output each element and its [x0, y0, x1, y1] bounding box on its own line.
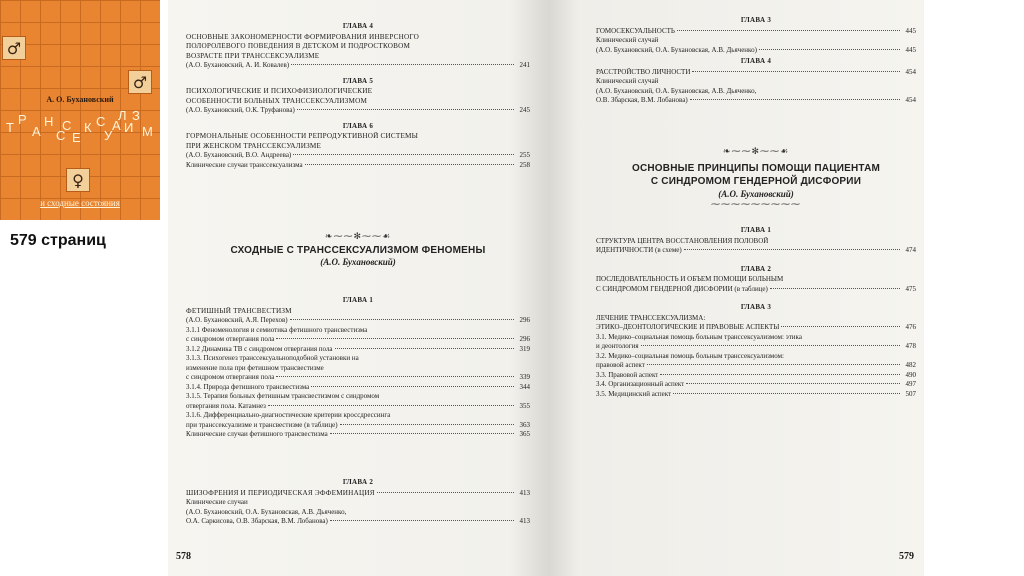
toc-page-number: 413	[519, 517, 530, 525]
toc-entry	[596, 371, 916, 381]
toc-entry-text: 3.1.2 Динамика ТВ с синдромом отвергания пола	[186, 344, 333, 353]
toc-entry-text: 3.4. Организационный аспект	[596, 380, 685, 388]
section-author: (А.О. Бухановский)	[320, 257, 396, 267]
toc-entry-text: ИДЕНТИЧНОСТИ (в схеме)	[596, 246, 682, 254]
cover-title-letter: Л	[118, 108, 127, 123]
toc-entry	[596, 361, 916, 371]
leader-dots	[305, 164, 514, 165]
section-title-line: ОСНОВНЫЕ ПРИНЦИПЫ ПОМОЩИ ПАЦИЕНТАМ	[631, 162, 881, 174]
toc-entry-text: Клинический случай	[596, 77, 659, 85]
right-chapters	[596, 226, 916, 399]
cover-title-letter: Р	[18, 112, 27, 127]
toc-entry	[186, 61, 530, 71]
toc-entry	[186, 517, 530, 527]
leader-dots	[759, 49, 900, 50]
toc-page-number: 497	[905, 380, 916, 388]
toc-page-number: 339	[519, 373, 530, 381]
toc-page-number: 344	[519, 382, 530, 391]
toc-page-number: 482	[905, 361, 916, 369]
toc-entry	[186, 430, 530, 440]
toc-entry-text: (А.О. Бухановский, О.А. Бухановская, А.В. Дьяченко,	[186, 507, 347, 516]
toc-entry	[596, 27, 916, 37]
left-toc-top	[186, 16, 530, 170]
toc-entry-text: с синдромом отвергания пола	[186, 335, 275, 343]
chapter-title-line: ПСИХОЛОГИЧЕСКИЕ И ПСИХОФИЗИОЛОГИЧЕСКИЕ	[186, 87, 373, 95]
section-title	[596, 162, 916, 188]
chapter-heading: ГЛАВА 3	[740, 303, 772, 311]
toc-entry	[596, 323, 916, 333]
chapter-title-line: ВОЗРАСТЕ ПРИ ТРАНССЕКСУАЛИЗМЕ	[186, 51, 320, 60]
toc-entry-text: Клинический случай	[596, 36, 659, 44]
chapter-heading: ГЛАВА 2	[342, 478, 374, 486]
toc-entry-text: (А.О. Бухановский, О.А. Бухановская, А.В. Дьяченко,	[596, 86, 757, 95]
toc-entry-text: 3.2. Медико–социальная помощь больным транссексуализмом:	[596, 351, 784, 360]
chapter-heading: ГЛАВА 4	[342, 22, 374, 30]
right-section	[596, 148, 916, 211]
toc-entry	[596, 390, 916, 400]
toc-entry-text: (А.О. Бухановский, О.К. Труфанова)	[186, 106, 295, 114]
chapter-heading: ГЛАВА 4	[740, 57, 772, 65]
section-author: (А.О. Бухановский)	[718, 188, 794, 199]
chapter-heading: ГЛАВА 2	[740, 264, 772, 273]
female-symbol-icon: ♀	[66, 168, 90, 192]
toc-entry-text: 3.1.3. Психогенез транссексуальноподобной установки на	[186, 354, 359, 362]
toc-entry-text: 3.3. Правовой аспект	[596, 370, 659, 379]
chapter-title: ШИЗОФРЕНИЯ И ПЕРИОДИЧЕСКАЯ ЭФФЕМИНАЦИЯ	[186, 488, 375, 497]
cover-title-letter: И	[124, 120, 134, 135]
toc-page-number: 475	[905, 284, 916, 293]
toc-page-number: 296	[519, 335, 530, 343]
toc-page-number: 319	[519, 344, 530, 353]
toc-page-number: 241	[519, 61, 530, 69]
leader-dots	[291, 64, 514, 65]
leader-dots	[641, 345, 900, 346]
toc-entry-text: (А.О. Бухановский, В.О. Андреева)	[186, 151, 292, 159]
toc-entry	[186, 316, 530, 326]
leader-dots	[293, 154, 514, 155]
toc-entry	[186, 421, 530, 431]
chapter-heading: ГЛАВА 1	[342, 296, 374, 304]
toc-entry-text: Клинические случаи	[186, 498, 248, 506]
page-number: 578	[176, 551, 191, 562]
left-section	[186, 233, 530, 268]
chapter-title-line: ГОРМОНАЛЬНЫЕ ОСОБЕННОСТИ РЕПРОДУКТИВНОЙ СИСТЕМЫ	[186, 132, 419, 140]
cover-title-letter: С	[62, 118, 72, 133]
toc-page-number: 445	[905, 26, 916, 35]
leader-dots	[268, 405, 514, 406]
toc-entry-text: отвергания пола. Катамнез	[186, 401, 266, 410]
leader-dots	[330, 520, 514, 521]
toc-page-number: 445	[905, 45, 916, 54]
chapter-heading: ГЛАВА 3	[740, 16, 772, 24]
toc-page-number: 255	[519, 151, 530, 159]
leader-dots	[692, 71, 900, 72]
section-title: СХОДНЫЕ С ТРАНССЕКСУАЛИЗМОМ ФЕНОМЕНЫ	[230, 244, 486, 256]
leader-dots	[686, 383, 900, 384]
toc-entry-text: 3.1.4. Природа фетишного трансвестизма	[186, 382, 310, 391]
toc-entry	[186, 161, 530, 171]
toc-entry-text: ГОМОСЕКСУАЛЬНОСТЬ	[596, 26, 675, 35]
toc-page-number: 245	[519, 106, 530, 114]
leader-dots	[770, 288, 900, 289]
leader-dots	[684, 249, 900, 250]
toc-entry-text: при транссексуализме и трансвестизме (в таблице)	[186, 420, 338, 429]
toc-entry	[186, 106, 530, 116]
toc-entry-text: ЛЕЧЕНИЕ ТРАНССЕКСУАЛИЗМА:	[596, 313, 706, 322]
toc-page-number: 478	[905, 342, 916, 350]
leader-dots	[647, 364, 900, 365]
toc-entry-text: СТРУКТУРА ЦЕНТРА ВОССТАНОВЛЕНИЯ ПОЛОВОЙ	[596, 236, 769, 245]
ornament-divider: ❧⁓⁓✻⁓⁓☙	[324, 232, 392, 242]
cover-title-letter: К	[84, 120, 92, 135]
chapter-title-line: ОСНОВНЫЕ ЗАКОНОМЕРНОСТИ ФОРМИРОВАНИЯ ИНВЕРСНОГО	[186, 32, 419, 41]
leader-dots	[311, 386, 514, 387]
chapter-title-line: ПОЛОРОЛЕВОГО ПОВЕДЕНИЯ В ДЕТСКОМ И ПОДРОСТКОВОМ	[186, 42, 411, 50]
toc-entry	[186, 373, 530, 383]
toc-entry	[186, 335, 530, 345]
toc-entry-text: правовой аспект	[596, 361, 645, 369]
toc-entry-text: (А.О. Бухановский, О.А. Бухановская, А.В. Дьяченко)	[596, 45, 757, 54]
chapter-heading: ГЛАВА 1	[740, 226, 772, 234]
cover-title-letter: А	[112, 118, 121, 133]
leader-dots	[340, 424, 514, 425]
toc-entry-text: О.В. Збарская, В.М. Лобанова)	[596, 96, 688, 104]
cover-title-letter: М	[142, 124, 153, 139]
toc-entry-text: и деонтология	[596, 342, 639, 350]
toc-entry-text: С СИНДРОМОМ ГЕНДЕРНОЙ ДИСФОРИИ (в таблице)	[596, 284, 768, 293]
cover-title-letter: Е	[72, 130, 81, 145]
page-count-label: 579 страниц	[10, 232, 106, 249]
leader-dots	[690, 99, 900, 100]
toc-entry	[186, 151, 530, 161]
toc-entry-text: Клинические случаи фетишного трансвестизма	[186, 430, 328, 438]
cover-title-letter: Н	[44, 114, 54, 129]
toc-entry	[596, 380, 916, 390]
toc-page-number: 413	[519, 488, 530, 497]
toc-entry-text: Клинические случаи транссексуализма	[186, 160, 303, 169]
toc-entry	[596, 46, 916, 56]
leader-dots	[330, 433, 514, 434]
chapter-title-line: ПРИ ЖЕНСКОМ ТРАНССЕКСУАЛИЗМЕ	[186, 141, 322, 150]
ornament-divider: ❧⁓⁓✻⁓⁓☙	[722, 147, 790, 157]
toc-entry	[596, 68, 916, 78]
toc-entry	[186, 345, 530, 355]
toc-entry-text: 3.1.1 Феноменология и семиотика фетишного трансвестизма	[186, 325, 368, 334]
toc-page-number: 476	[905, 323, 916, 331]
left-page	[168, 0, 548, 576]
cover-subtitle: и сходные состояния	[40, 198, 120, 208]
leader-dots	[335, 348, 514, 349]
chapter-heading: ГЛАВА 6	[342, 121, 374, 130]
toc-page-number: 355	[519, 401, 530, 410]
leader-dots	[781, 326, 900, 327]
toc-entry-text: 3.1. Медико–социальная помощь больным транссексуализмом: этика	[596, 332, 802, 341]
toc-entry	[596, 246, 916, 256]
toc-entry	[596, 285, 916, 295]
toc-page-number: 258	[519, 160, 530, 169]
cover-title-letter: З	[132, 108, 140, 123]
left-chapter-1	[186, 290, 530, 440]
toc-page-number: 296	[519, 316, 530, 324]
toc-entry-text: 3.1.6. Дифференциально-диагностические критерии кроссдрессинга	[186, 411, 391, 419]
book-cover	[0, 0, 160, 220]
left-chapter-2	[186, 472, 530, 527]
cover-title-letter: У	[104, 128, 113, 143]
toc-entry-text: (А.О. Бухановский, А. И. Ковалев)	[186, 61, 290, 69]
toc-entry	[186, 402, 530, 412]
leader-dots	[297, 109, 514, 110]
toc-entry	[186, 489, 530, 499]
toc-page-number: 363	[519, 420, 530, 429]
ornament-divider: ⁓⁓⁓⁓⁓⁓⁓⁓⁓	[711, 200, 801, 210]
cover-author: А. О. Бухановский	[46, 95, 114, 104]
toc-page-number: 454	[905, 67, 916, 76]
toc-entry-text: изменение пола при фетишном трансвестизме	[186, 363, 324, 372]
leader-dots	[677, 30, 900, 31]
leader-dots	[276, 338, 514, 339]
chapter-title-line: ОСОБЕННОСТИ БОЛЬНЫХ ТРАНССЕКСУАЛИЗМОМ	[186, 96, 368, 105]
toc-page-number: 507	[905, 389, 916, 398]
male-symbol-icon: ♂	[128, 70, 152, 94]
toc-page-number: 454	[905, 96, 916, 104]
cover-title-letter: С	[56, 128, 66, 143]
leader-dots	[377, 492, 514, 493]
toc-entry	[596, 96, 916, 106]
toc-entry-text: РАССТРОЙСТВО ЛИЧНОСТИ	[596, 67, 691, 76]
toc-entry-text: (А.О. Бухановский, А.Я. Перехов)	[186, 316, 288, 324]
leader-dots	[673, 393, 900, 394]
male-symbol-icon: ♂	[2, 36, 26, 60]
toc-page-number: 474	[905, 246, 916, 254]
leader-dots	[276, 376, 514, 377]
toc-entry-text: с синдромом отвергания пола	[186, 373, 275, 381]
toc-page-number: 490	[905, 370, 916, 379]
cover-title-letter: А	[32, 124, 41, 139]
toc-entry	[186, 383, 530, 393]
cover-title-letter: Т	[6, 120, 14, 135]
toc-entry-text: 3.5. Медицинский аспект	[596, 389, 672, 398]
leader-dots	[290, 319, 514, 320]
toc-entry-text: О.А. Саркисова, О.В. Збарская, В.М. Лобанова)	[186, 517, 328, 525]
section-title-line: С СИНДРОМОМ ГЕНДЕРНОЙ ДИСФОРИИ	[650, 175, 862, 187]
right-page	[548, 0, 924, 576]
leader-dots	[660, 374, 900, 375]
right-toc-top	[596, 14, 916, 106]
toc-entry	[596, 342, 916, 352]
toc-entry-text: 3.1.5. Терапия больных фетишным трансвестизмом с синдромом	[186, 392, 380, 400]
chapter-heading: ГЛАВА 5	[342, 76, 374, 85]
cover-title-letter: С	[96, 114, 106, 129]
toc-entry-text: ПОСЛЕДОВАТЕЛЬНОСТЬ И ОБЪЕМ ПОМОЩИ БОЛЬНЫМ	[596, 275, 784, 283]
toc-page-number: 365	[519, 430, 530, 438]
chapter-title: ФЕТИШНЫЙ ТРАНСВЕСТИЗМ	[186, 306, 292, 315]
toc-entry-text: ЭТИКО–ДЕОНТОЛОГИЧЕСКИЕ И ПРАВОВЫЕ АСПЕКТЫ	[596, 323, 780, 331]
page-number: 579	[899, 551, 914, 562]
